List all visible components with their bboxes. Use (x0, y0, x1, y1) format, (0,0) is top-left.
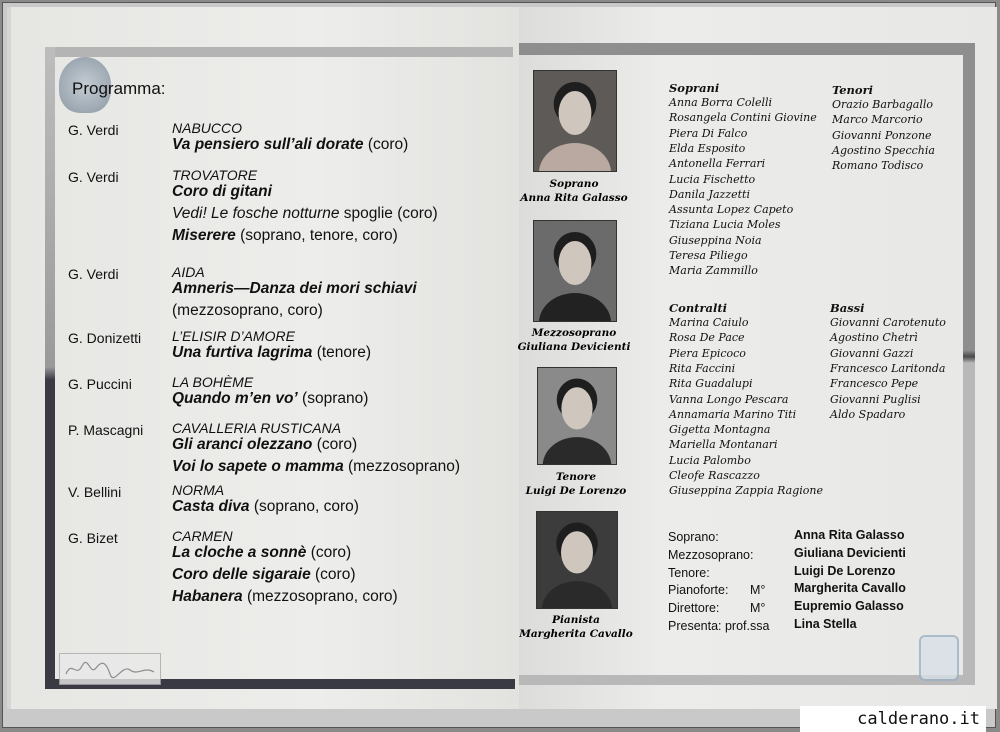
piece-line (172, 205, 438, 223)
cast-name: Luigi De Lorenzo (794, 564, 896, 578)
piece-note: (coro) (306, 544, 352, 561)
choir-member: Danila Jazzetti (669, 187, 750, 201)
opera-title: TROVATORE (172, 167, 258, 183)
choir-member: Piera Epicoco (669, 346, 746, 360)
piece-line (172, 498, 359, 516)
choir-member: Assunta Lopez Capeto (669, 203, 794, 217)
choir-member: Agostino Specchia (832, 143, 935, 157)
composer-name: G. Verdi (68, 122, 119, 138)
choir-section-title: Soprani (669, 81, 720, 95)
right-page-border (963, 43, 975, 683)
person-silhouette-icon (534, 71, 616, 171)
piece-note: (coro) (310, 566, 356, 583)
cast-role: Tenore: (668, 566, 710, 580)
piece-line (172, 458, 460, 476)
piece-title: Quando m’en vo’ (172, 390, 298, 407)
opera-title: NABUCCO (172, 120, 243, 136)
piece-line (172, 136, 408, 154)
piece-line (172, 390, 368, 408)
choir-member: Romano Todisco (832, 159, 924, 173)
opera-title: L’ELISIR D’AMORE (172, 328, 295, 344)
choir-member: Marina Caiulo (669, 316, 749, 329)
cast-role: Mezzosoprano: (668, 548, 754, 562)
composer-name: G. Verdi (68, 266, 119, 282)
portrait-name: Margherita Cavallo (519, 628, 633, 640)
portrait-role: Mezzosoprano (531, 327, 617, 339)
choir-section-title: Tenori (832, 83, 874, 97)
piece-line (172, 566, 356, 584)
piece-note: spoglie (coro) (339, 205, 438, 222)
choir-member: Orazio Barbagallo (832, 98, 934, 111)
composer-name: G. Donizetti (68, 330, 142, 346)
piece-title: Miserere (172, 227, 236, 244)
composer-name: G. Puccini (68, 376, 132, 392)
choir-member: Elda Esposito (669, 141, 746, 155)
composer-name: G. Verdi (68, 169, 119, 185)
person-silhouette-icon (537, 512, 617, 608)
cast-name: Lina Stella (794, 617, 857, 631)
program-title: Programma: (72, 79, 166, 98)
piece-note: (mezzosoprano) (343, 458, 461, 475)
composer-name: G. Bizet (68, 530, 118, 546)
composer-name: V. Bellini (68, 484, 122, 500)
piece-title: Voi lo sapete o mamma (172, 458, 344, 475)
cast-name: Giuliana Devicienti (794, 546, 906, 560)
piece-title: Habanera (172, 588, 243, 605)
choir-member: Cleofe Rascazzo (669, 469, 760, 482)
choir-member: Mariella Montanari (669, 438, 778, 452)
choir-member: Giuseppina Noia (669, 233, 762, 247)
choir-member: Rosangela Contini Giovine (669, 111, 817, 125)
piece-note: (coro) (312, 436, 358, 453)
piece-note: (tenore) (312, 344, 371, 361)
portrait-name: Luigi De Lorenzo (525, 485, 627, 497)
piece-title: Gli aranci olezzano (172, 436, 313, 453)
choir-member: Lucia Fischetto (669, 172, 756, 186)
piece-note: (mezzosoprano, coro) (242, 588, 398, 605)
right-page-border (519, 675, 975, 685)
choir-section-title: Bassi (830, 301, 865, 315)
left-page-border (45, 47, 55, 687)
cast-role: Soprano: (668, 530, 719, 544)
cast-title-prefix: M° (750, 583, 766, 597)
portrait-photo (533, 70, 617, 172)
choir-member: Marco Marcorio (832, 113, 923, 127)
choir-member: Tiziana Lucia Moles (669, 218, 781, 232)
right-page-border (519, 43, 975, 55)
piece-note: (soprano, tenore, coro) (235, 227, 398, 244)
choir-member: Piera Di Falco (669, 126, 748, 140)
opera-title: AIDA (172, 264, 205, 280)
cast-name: Eupremio Galasso (794, 599, 904, 613)
piece-line (172, 227, 398, 245)
piece-title: Coro delle sigaraie (172, 566, 311, 583)
piece-line (172, 183, 272, 201)
choir-member: Giovanni Puglisi (830, 392, 921, 406)
choir-member: Francesco Pepe (830, 377, 919, 391)
person-silhouette-icon (538, 368, 616, 464)
opera-title: NORMA (172, 482, 225, 498)
choir-member: Rita Guadalupi (669, 377, 753, 391)
choir-member: Giuseppina Zappia Ragione (669, 484, 824, 498)
piece-note: (mezzosoprano, coro) (172, 302, 323, 319)
portrait-name: Anna Rita Galasso (520, 192, 628, 204)
portrait-role: Soprano (549, 178, 599, 190)
choir-member: Lucia Palombo (669, 453, 751, 467)
piece-title: La cloche a sonnè (172, 544, 307, 561)
piece-line (172, 344, 371, 362)
cast-name: Margherita Cavallo (794, 581, 906, 595)
cast-role: Presenta: prof.ssa (668, 619, 770, 633)
choir-member: Aldo Spadaro (830, 407, 906, 421)
choir-section-title: Contralti (669, 301, 728, 315)
piece-line (172, 436, 357, 454)
choir-member: Rita Faccini (669, 361, 736, 375)
piece-line (172, 302, 323, 320)
composer-name: P. Mascagni (68, 422, 144, 438)
piece-line (172, 544, 351, 562)
choir-member: Annamaria Marino Titi (669, 407, 797, 421)
piece-line (172, 588, 398, 606)
choir-member: Giovanni Carotenuto (830, 316, 946, 329)
choir-member: Giovanni Ponzone (832, 128, 932, 142)
piece-line (172, 280, 417, 298)
choir-member: Anna Borra Colelli (669, 96, 773, 109)
choir-member: Antonella Ferrari (669, 157, 766, 171)
opera-title: CAVALLERIA RUSTICANA (172, 420, 342, 436)
choir-member: Francesco Laritonda (830, 361, 946, 375)
piece-title: Amneris—Danza dei mori schiavi (172, 280, 417, 297)
portrait-name: Giuliana Devicienti (517, 341, 631, 353)
cast-role: Direttore: (668, 601, 720, 615)
signature-stamp (59, 653, 161, 685)
watermark: calderano.it (800, 706, 986, 732)
cast-name: Anna Rita Galasso (794, 528, 905, 542)
portrait-photo (537, 367, 617, 465)
choir-member: Vanna Longo Pescara (669, 392, 789, 406)
choir-member: Teresa Piliego (669, 249, 748, 262)
piece-title: Casta diva (172, 498, 250, 515)
piece-note: (soprano, coro) (249, 498, 359, 515)
portrait-photo (533, 220, 617, 322)
choir-member: Maria Zammillo (669, 264, 758, 278)
piece-note: (coro) (363, 136, 409, 153)
choir-member: Agostino Chetrì (830, 331, 918, 345)
portrait-role: Pianista (552, 614, 600, 626)
piece-note: (soprano) (297, 390, 369, 407)
opera-title: LA BOHÈME (172, 374, 254, 390)
portrait-role: Tenore (555, 471, 597, 483)
choir-member: Gigetta Montagna (669, 423, 771, 437)
person-silhouette-icon (534, 221, 616, 321)
cast-title-prefix: M° (750, 601, 766, 615)
piece-title: Va pensiero sull’ali dorate (172, 136, 364, 153)
piece-title: Vedi! Le fosche notturne (172, 205, 340, 222)
piece-title: Una furtiva lagrima (172, 344, 313, 361)
piece-title: Coro di gitani (172, 183, 272, 200)
choir-member: Giovanni Gazzi (830, 346, 914, 360)
portrait-photo (536, 511, 618, 609)
cast-role: Pianoforte: (668, 583, 729, 597)
choir-member: Rosa De Pace (669, 331, 745, 345)
opera-title: CARMEN (172, 528, 233, 544)
crest-small-icon (919, 635, 959, 681)
left-page-border (47, 47, 513, 57)
